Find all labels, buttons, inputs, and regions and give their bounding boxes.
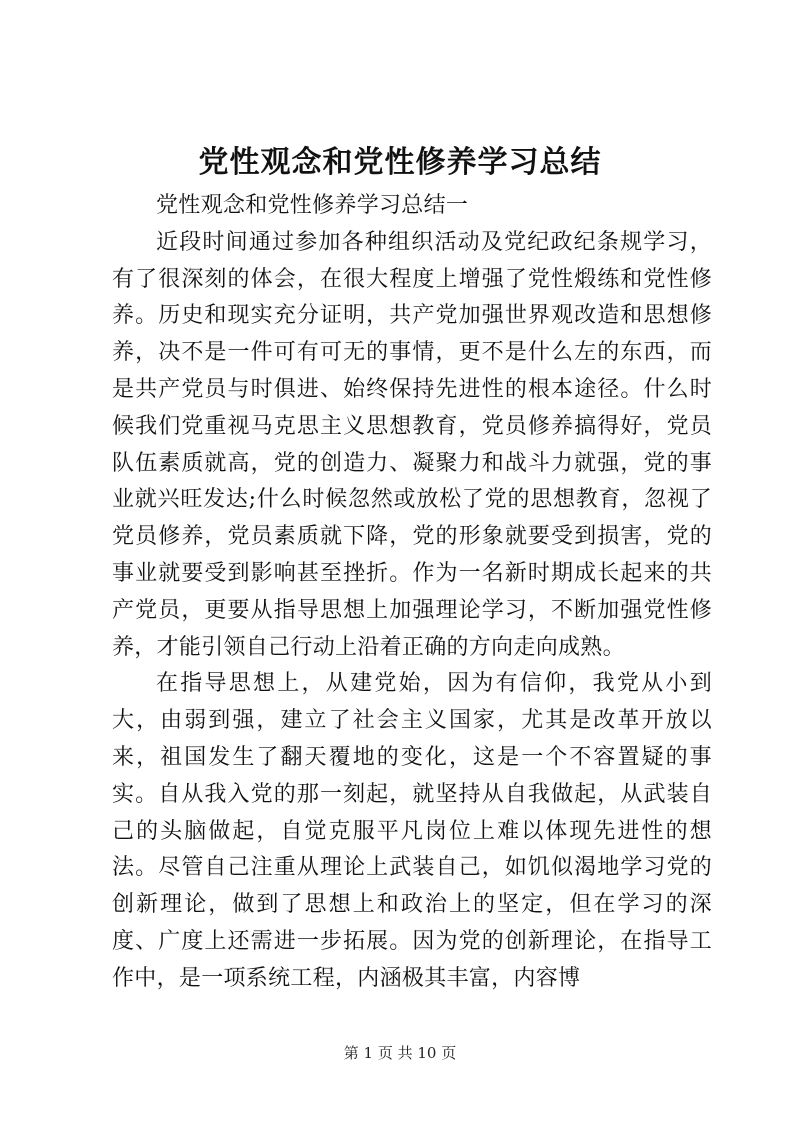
body-paragraph: 近段时间通过参加各种组织活动及党纪政纪条规学习，有了很深刻的体会，在很大程度上增强了党性煅练和党性修养。历史和现实充分证明，共产党加强世界观改造和思想修养，决不是一件可有可无的事情，更不是什么左的东西，而是共产党员与时俱进、始终保持先进性的根本途径。什么时候我们党重视马克思主义思想教育，党员修养搞得好，党员队伍素质就高，党的创造力、凝聚力和战斗力就强，党的事业就兴旺发达;什么时候忽然或放松了党的思想教育，忽视了党员修养，党员素质就下降，党的形象就要受到损害，党的事业就要受到影响甚至挫折。作为一名新时期成长起来的共产党员，更要从指导思想上加强理论学习，不断加强党性修养，才能引领自己行动上沿着正确的方向走向成熟。 xyxy=(112,229,712,660)
section-subtitle: 党性观念和党性修养学习总结一 xyxy=(156,193,469,218)
body-paragraph: 在指导思想上，从建党始，因为有信仰，我党从小到大，由弱到强，建立了社会主义国家，尤其是改革开放以来，祖国发生了翻天覆地的变化，这是一个不容置疑的事实。自从我入党的那一刻起，就坚持从自我做起，从武装自己的头脑做起，自觉克服平凡岗位上难以体现先进性的想法。尽管自己注重从理论上武装自己，如饥似渴地学习党的创新理论，做到了思想上和政治上的坚定，但在学习的深度、广度上还需进一步拓展。因为党的创新理论，在指导工作中，是一项系统工程，内涵极其丰富，内容博 xyxy=(112,671,712,991)
document-title: 党性观念和党性修养学习总结 xyxy=(198,145,602,180)
document-body xyxy=(112,188,712,998)
page-footer: 第 1 页 共 10 页 xyxy=(343,1044,457,1062)
